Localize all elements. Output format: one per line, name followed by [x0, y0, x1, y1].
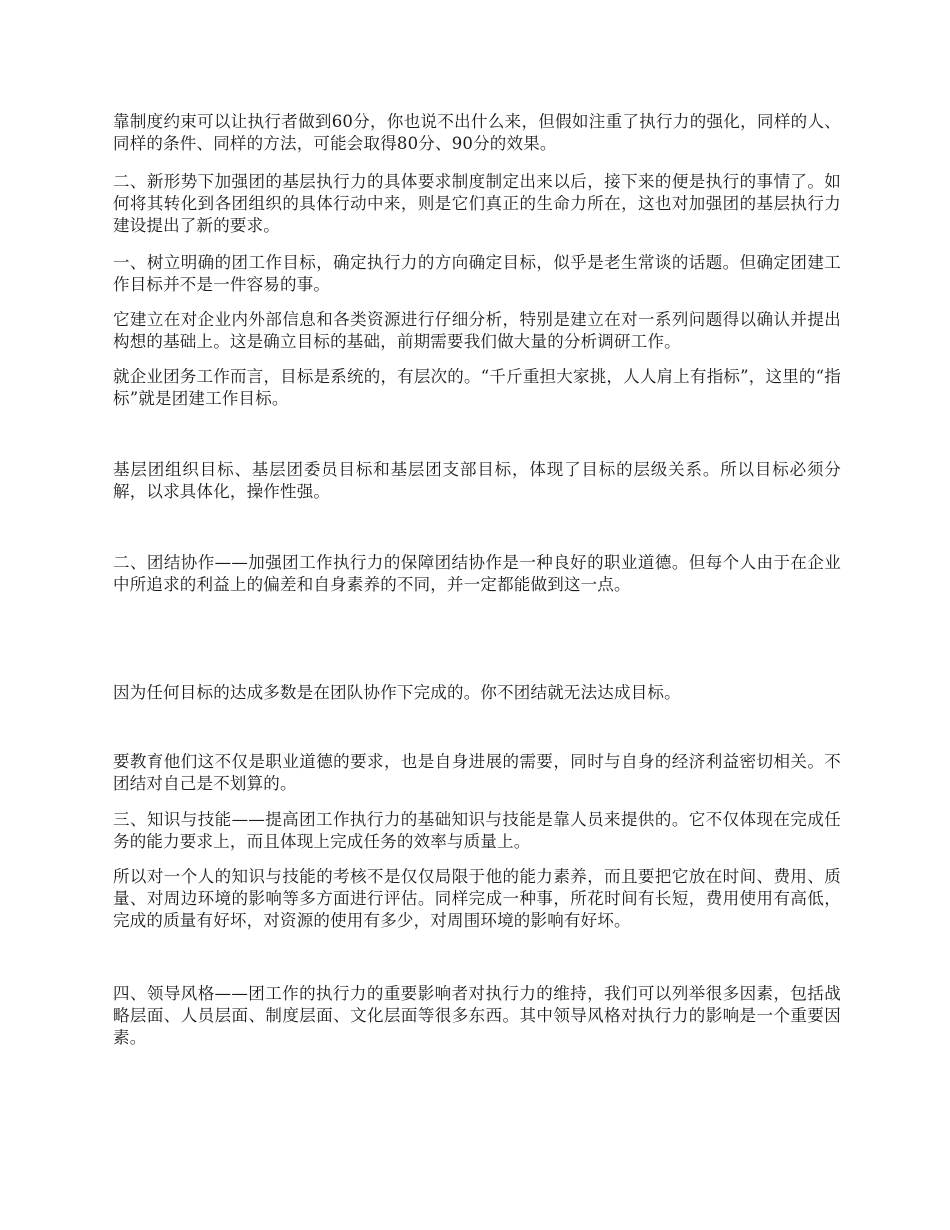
paragraph-execution-score: 靠制度约束可以让执行者做到60分，你也说不出什么来，但假如注重了执行力的强化，同样的人、同样的条件、同样的方法，可能会取得80分、90分的效果。 — [113, 112, 841, 153]
paragraph-knowledge-skills: 三、知识与技能——提高团工作执行力的基础知识与技能是靠人员来提供的。它不仅体现在完成任务的能力要求上，而且体现上完成任务的效率与质量上。 — [113, 810, 841, 851]
paragraph-assessment: 所以对一个人的知识与技能的考核不是仅仅局限于他的能力素养，而且要把它放在时间、费用、质量、对周边环境的影响等多方面进行评估。同样完成一种事，所花时间有长短，费用使用有高低，完成的质量有好坏，对资源的使用有多少，对周围环境的影响有好坏。 — [113, 867, 841, 930]
paragraph-goal-system: 就企业团务工作而言，目标是系统的，有层次的。“千斤重担大家挑，人人肩上有指标”，这里的“指标”就是团建工作目标。 — [113, 367, 841, 408]
paragraph-education: 要教育他们这不仅是职业道德的要求，也是自身进展的需要，同时与自身的经济利益密切相关。不团结对自己是不划算的。 — [113, 752, 841, 793]
paragraph-teamwork: 二、团结协作——加强团工作执行力的保障团结协作是一种良好的职业道德。但每个人由于在企业中所追求的利益上的偏差和自身素养的不同，并一定都能做到这一点。 — [113, 553, 841, 594]
paragraph-goal-levels: 基层团组织目标、基层团委员目标和基层团支部目标，体现了目标的层级关系。所以目标必须分解，以求具体化，操作性强。 — [113, 460, 841, 501]
paragraph-new-requirements: 二、新形势下加强团的基层执行力的具体要求制度制定出来以后，接下来的便是执行的事情了。如何将其转化到各团组织的具体行动中来，则是它们真正的生命力所在，这也对加强团的基层执行力建设提出了新的要求。 — [113, 172, 841, 235]
paragraph-clear-goals: 一、树立明确的团工作目标，确定执行力的方向确定目标，似乎是老生常谈的话题。但确定团建工作目标并不是一件容易的事。 — [113, 253, 841, 294]
paragraph-team-goal: 因为任何目标的达成多数是在团队协作下完成的。你不团结就无法达成目标。 — [113, 683, 681, 702]
paragraph-leadership-style: 四、领导风格——团工作的执行力的重要影响者对执行力的维持，我们可以列举很多因素，包括战略层面、人员层面、制度层面、文化层面等很多东西。其中领导风格对执行力的影响是一个重要因素。 — [113, 984, 841, 1047]
paragraph-goal-analysis: 它建立在对企业内外部信息和各类资源进行仔细分析，特别是建立在对一系列问题得以确认并提出构想的基础上。这是确立目标的基础，前期需要我们做大量的分析调研工作。 — [113, 310, 841, 351]
